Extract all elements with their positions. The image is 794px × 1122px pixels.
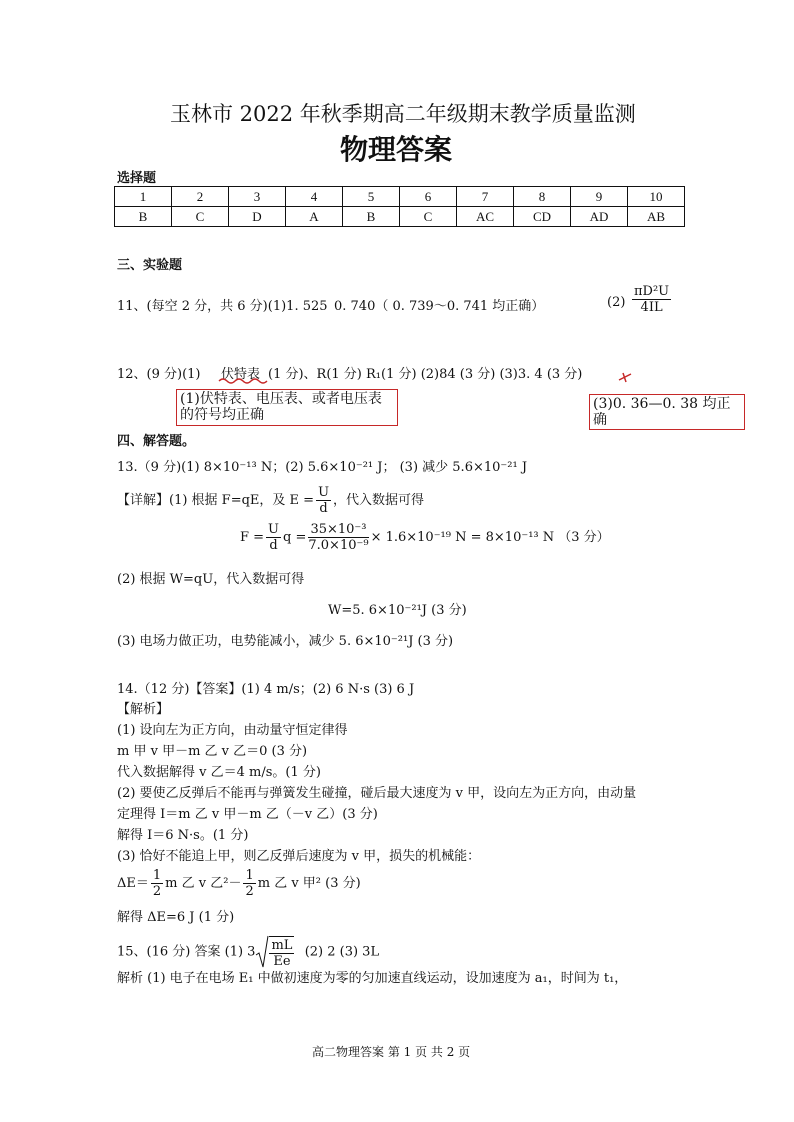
document-subtitle: 物理答案 — [340, 133, 453, 166]
choice-section-label: 选择题 — [117, 171, 157, 186]
q14-line4: (2) 要使乙反弹后不能再与弹簧发生碰撞，碰后最大速度为 v 甲，设向左为正方向，由动量 — [117, 786, 637, 801]
choice-number-cell: 9 — [571, 187, 628, 207]
q13-eq-frac1-numerator: U — [268, 522, 280, 537]
q13-eq-text-c: × 1.6×10⁻¹⁹ N = 8×10⁻¹³ N （3 分） — [370, 530, 610, 545]
q14-analysis-heading: 【解析】 — [117, 702, 170, 717]
choice-answer-cell: B — [115, 207, 172, 227]
q11-answer-part2: 0. 740（ 0. 739～0. 741 均正确） — [334, 299, 545, 314]
choice-number-cell: 10 — [628, 187, 685, 207]
q12-answer-part1: 12、(9 分)(1) — [117, 367, 201, 382]
q13-eq-text-b: q = — [283, 530, 307, 545]
q13-eq-frac2-numerator: 35×10⁻³ — [308, 522, 368, 538]
choice-number-row — [115, 187, 685, 207]
choice-number-cell: 4 — [286, 187, 343, 207]
q13-detail-line1 — [117, 485, 424, 516]
choice-number-cell: 1 — [115, 187, 172, 207]
red-correction-mark — [617, 371, 633, 383]
q13-eq-frac1-denominator: d — [269, 538, 278, 553]
q14-half-numerator: 1 — [245, 868, 254, 883]
q15-answer-text-b: (2) 2 (3) 3L — [304, 944, 380, 960]
choice-number-cell: 3 — [229, 187, 286, 207]
q13-eq-frac2-denominator: 7.0×10⁻⁹ — [308, 538, 369, 553]
choice-answer-cell: AD — [571, 207, 628, 227]
choice-answer-cell: D — [229, 207, 286, 227]
annotation-box-q12-1: (1)伏特表、电压表、或者电压表的符号均正确 — [176, 389, 398, 426]
q13-force-equation — [240, 522, 610, 553]
choice-answer-cell: C — [172, 207, 229, 227]
choice-answer-cell: A — [286, 207, 343, 227]
choice-number-cell: 6 — [400, 187, 457, 207]
red-wavy-underline — [218, 377, 268, 385]
q13-E-denominator: d — [319, 501, 328, 516]
q14-line6: 解得 I＝6 N·s。(1 分) — [117, 828, 249, 843]
q13-detail-line2: (2) 根据 W=qU，代入数据可得 — [117, 572, 305, 587]
q15-answer-line — [117, 935, 379, 969]
q15-analysis-line: 解析 (1) 电子在电场 E₁ 中做初速度为零的匀加速直线运动，设加速度为 a₁，时间为 t₁， — [117, 971, 628, 986]
choice-answer-cell: AB — [628, 207, 685, 227]
q12-answer-voltmeter: 伏特表 — [221, 367, 261, 382]
q15-sqrt-expression — [255, 935, 296, 969]
q13-work-equation: W=5. 6×10⁻²¹J (3 分) — [328, 603, 467, 618]
section4-heading: 四、解答题。 — [117, 434, 196, 449]
section3-heading: 三、实验题 — [117, 258, 183, 273]
q11-formula — [630, 284, 673, 315]
q14-half-numerator: 1 — [152, 868, 162, 883]
q13-eq-text-a: F = — [240, 530, 265, 545]
choice-answer-row — [115, 207, 685, 227]
q14-line7: (3) 恰好不能追上甲，则乙反弹后速度为 v 甲，损失的机械能： — [117, 849, 481, 864]
choice-number-cell: 7 — [457, 187, 514, 207]
q11-formula-numerator: πD²U — [634, 284, 670, 299]
q14-answer-line: 14.（12 分)【答案】(1) 4 m/s；(2) 6 N·s (3) 6 J — [117, 682, 415, 697]
q15-sqrt-numerator: mL — [271, 937, 293, 953]
choice-answer-cell: CD — [514, 207, 571, 227]
q13-E-numerator: U — [318, 485, 330, 500]
sqrt-sign-icon — [255, 935, 269, 969]
q15-answer-text-a: 15、(16 分) 答案 (1) 3 — [117, 944, 256, 960]
q13-detail-line3: (3) 电场力做正功，电势能减小，减少 5. 6×10⁻²¹J (3 分) — [117, 634, 454, 649]
q14-half-denominator: 2 — [152, 884, 162, 899]
q13-detail-text-a: 【详解】(1) 根据 F=qE，及 E = — [117, 493, 315, 508]
choice-answer-cell: B — [343, 207, 400, 227]
choice-number-cell: 8 — [514, 187, 571, 207]
document-title: 玉林市 2022 年秋季期高二年级期末教学质量监测 — [170, 102, 636, 126]
q14-line1: (1) 设向左为正方向，由动量守恒定律得 — [117, 723, 348, 738]
page-footer: 高二物理答案 第 1 页 共 2 页 — [312, 1045, 471, 1059]
q14-eq-text-c: m 乙 v 甲² (3 分) — [257, 876, 361, 891]
q15-sqrt-denominator: Ee — [273, 953, 291, 969]
q14-half-denominator: 2 — [245, 884, 254, 899]
choice-answer-table — [114, 186, 685, 227]
q12-answer-part2: (1 分)、R(1 分) R₁(1 分) (2)84 (3 分) (3)3. 4 (3 分) — [268, 367, 583, 382]
q11-answer-part1: 11、(每空 2 分，共 6 分)(1)1. 525 — [117, 299, 328, 314]
q13-detail-text-b: ，代入数据可得 — [333, 493, 425, 508]
choice-answer-cell: AC — [457, 207, 514, 227]
annotation-box-q12-3: (3)0. 36—0. 38 均正确 — [589, 394, 745, 430]
choice-number-cell: 5 — [343, 187, 400, 207]
q14-line9: 解得 ΔE=6 J (1 分) — [117, 910, 235, 925]
choice-number-cell: 2 — [172, 187, 229, 207]
q14-energy-equation — [117, 868, 361, 899]
q14-line2: m 甲 v 甲－m 乙 v 乙＝0 (3 分) — [117, 744, 308, 759]
q14-line5: 定理得 I＝m 乙 v 甲－m 乙（－v 乙）(3 分) — [117, 807, 378, 822]
q11-answer-part3-label: (2) — [607, 295, 626, 310]
q14-eq-text-a: ΔE＝ — [117, 876, 149, 891]
q14-eq-text-b: m 乙 v 乙²－ — [165, 876, 242, 891]
choice-answer-cell: C — [400, 207, 457, 227]
q13-answer-line: 13.（9 分)(1) 8×10⁻¹³ N；(2) 5.6×10⁻²¹ J； (3) 减少 5.6×10⁻²¹ J — [117, 460, 528, 475]
q11-formula-denominator: 4IL — [640, 300, 663, 315]
q14-line3: 代入数据解得 v 乙＝4 m/s。(1 分) — [117, 765, 321, 780]
